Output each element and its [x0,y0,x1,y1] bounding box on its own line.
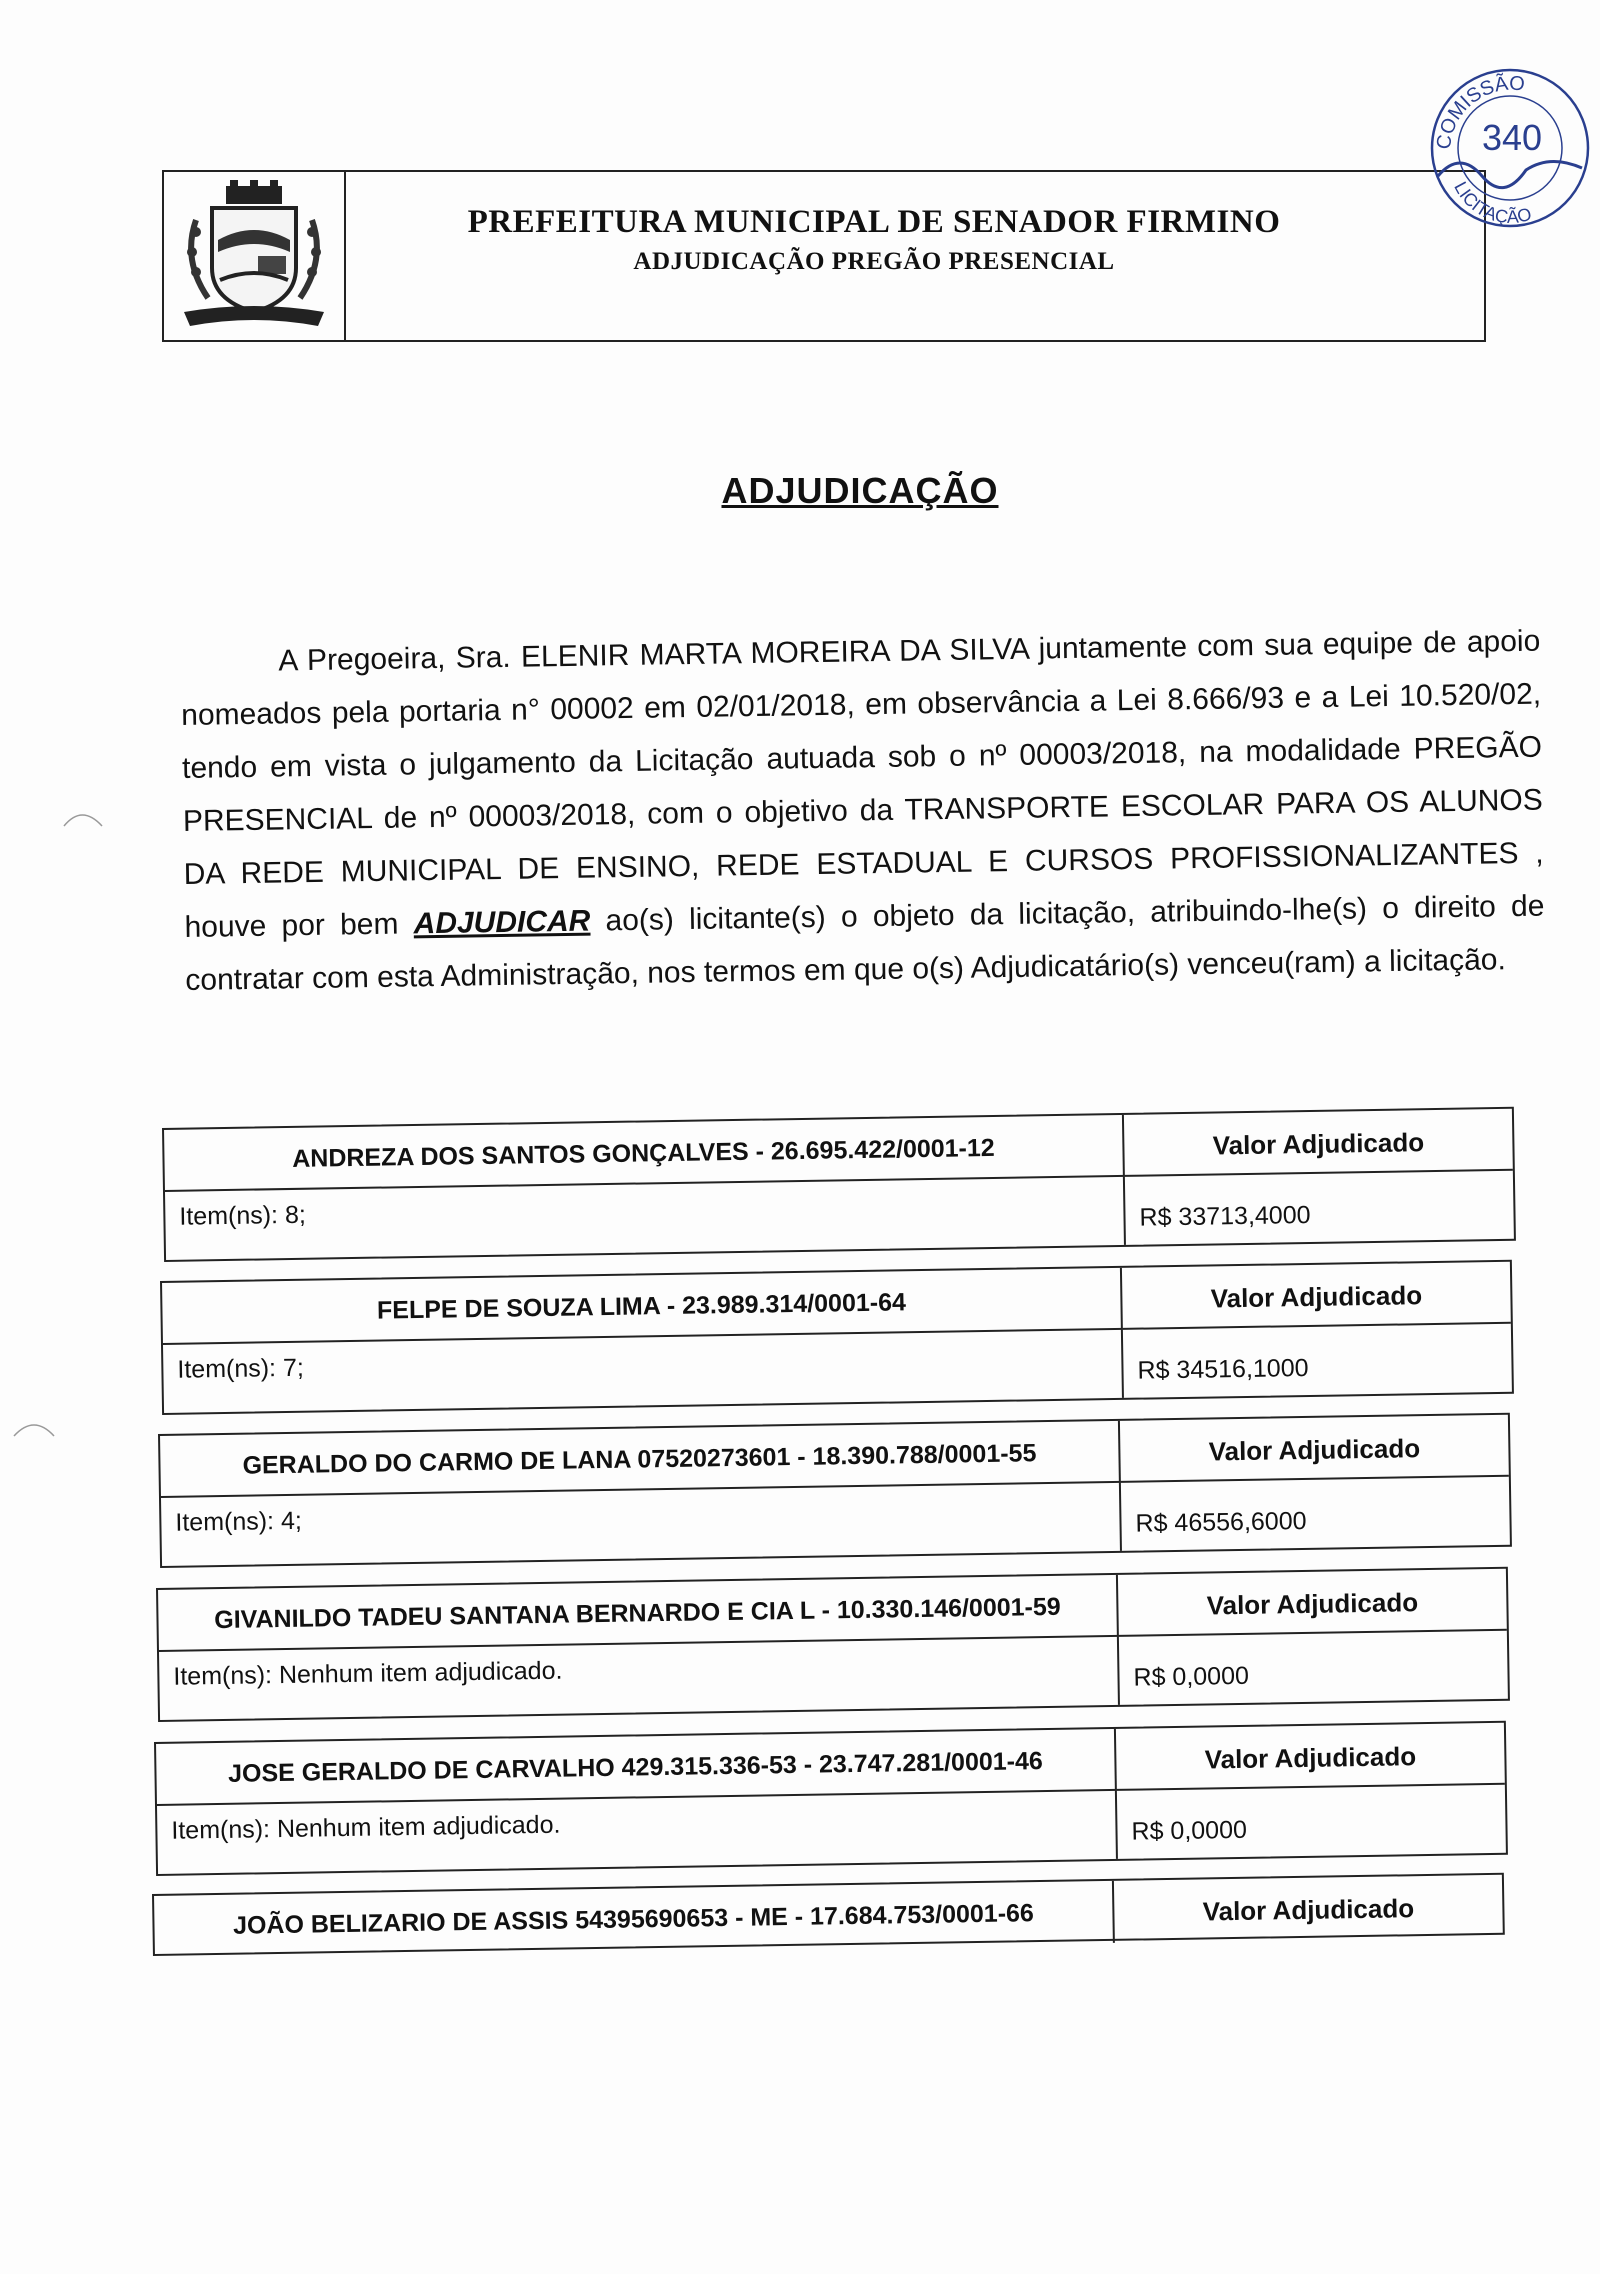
bidder-name: ANDREZA DOS SANTOS GONÇALVES - 26.695.422/0001-12 [164,1115,1125,1192]
bidder-items: Item(ns): 8; [165,1177,1126,1260]
bidder-items: Item(ns): 7; [163,1330,1124,1413]
adjudication-paragraph [180,615,1546,1007]
bidder-name: FELPE DE SOUZA LIMA - 23.989.314/0001-64 [162,1268,1123,1345]
adjudication-table [152,1873,1505,1956]
page-title: PREFEITURA MUNICIPAL DE SENADOR FIRMINO [467,204,1281,240]
bidder-items: Item(ns): 4; [161,1483,1122,1566]
stamp-top-text: COMISSÃO [1432,72,1526,151]
crest-cell [164,172,346,340]
hole-punch-mark [12,1416,58,1440]
value-header: Valor Adjudicado [1122,1262,1511,1330]
bidder-name: GERALDO DO CARMO DE LANA 07520273601 - 18.390.788/0001-55 [160,1421,1121,1498]
value-header: Valor Adjudicado [1116,1723,1505,1791]
bidder-name: JOÃO BELIZARIO DE ASSIS 54395690653 - ME - 17.684.753/0001-66 [154,1881,1115,1958]
bidder-value: R$ 0,0000 [1131,1815,1248,1846]
paragraph-text-before: A Pregoeira, Sra. ELENIR MARTA MOREIRA DA SILVA juntamente com sua equipe de apoio nomeados pela portaria n° 00002 em 02/01/2018, em observância a Lei 8.666/93 e a Lei 10.520/02, tendo em vista o julgamento da Licitação autuada sob o nº 00003/2018, na modalidade PREGÃO PRESENCIAL de nº 00003/2018, com o objetivo da TRANSPORTE ESCOLAR PARA OS ALUNOS DA REDE MUNICIPAL DE ENSINO, REDE ESTADUAL E CURSOS PROFISSIONALIZANTES , houve por bem [180,624,1544,944]
document-heading: ADJUDICAÇÃO [721,470,999,511]
bidder-name: GIVANILDO TADEU SANTANA BERNARDO E CIA L - 10.330.146/0001-59 [158,1575,1119,1652]
adjudication-table [156,1567,1510,1722]
page-subtitle: ADJUDICAÇÃO PREGÃO PRESENCIAL [633,248,1115,275]
adjudication-table [160,1260,1514,1415]
bidder-value: R$ 34516,1000 [1137,1353,1309,1385]
stamp-number: 340 [1481,117,1543,158]
adjudication-table [154,1721,1508,1876]
paragraph-text-after: ao(s) licitante(s) o objeto da licitação, atribuindo-lhe(s) o direito de contratar com esta Administração, nos termos em que o(s) Adjudicatário(s) venceu(ram) a licitação. [185,889,1545,997]
bidder-items: Item(ns): Nenhum item adjudicado. [159,1637,1120,1720]
value-header: Valor Adjudicado [1118,1569,1507,1637]
hole-punch-mark [62,806,108,830]
bidder-value: R$ 46556,6000 [1135,1506,1307,1538]
bidder-name: JOSE GERALDO DE CARVALHO 429.315.336-53 - 23.747.281/0001-46 [156,1729,1117,1806]
value-header: Valor Adjudicado [1202,1893,1415,1927]
letterhead [162,170,1486,342]
municipal-coat-of-arms-icon [174,180,334,332]
value-header: Valor Adjudicado [1120,1415,1509,1483]
value-header: Valor Adjudicado [1124,1109,1513,1177]
adjudication-table [162,1107,1516,1262]
bidder-value: R$ 33713,4000 [1139,1200,1311,1232]
committee-stamp [1420,58,1600,238]
adjudicar-emphasis: ADJUDICAR [413,904,591,941]
bidder-value: R$ 0,0000 [1133,1661,1250,1692]
stamp-bottom-text: LICITAÇÃO [1450,178,1534,228]
adjudication-table [158,1413,1512,1568]
bidder-items: Item(ns): Nenhum item adjudicado. [157,1791,1118,1874]
